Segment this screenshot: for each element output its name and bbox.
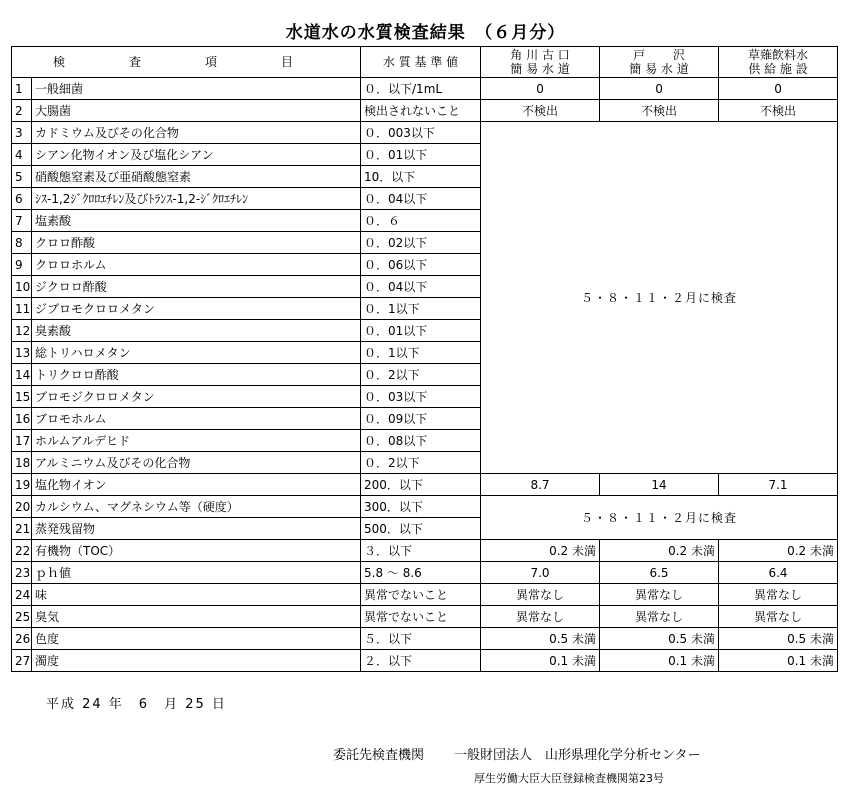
item-number: 1 bbox=[12, 78, 32, 100]
result-kusanagi: 0.5 未満 bbox=[719, 628, 838, 650]
standard-value: 検出されないこと bbox=[361, 100, 481, 122]
header-col2 bbox=[600, 47, 719, 78]
item-number: 20 bbox=[12, 496, 32, 518]
result-kusanagi: 異常なし bbox=[719, 584, 838, 606]
table-row bbox=[12, 584, 838, 606]
item-number: 10 bbox=[12, 276, 32, 298]
item-name: ブロモジクロロメタン bbox=[32, 386, 361, 408]
item-name: 色度 bbox=[32, 628, 361, 650]
standard-value: 500．以下 bbox=[361, 518, 481, 540]
result-kakugawa: 異常なし bbox=[481, 606, 600, 628]
item-number: 27 bbox=[12, 650, 32, 672]
merged-schedule-note: ５・８・１１・２月に検査 bbox=[481, 122, 838, 474]
result-kusanagi: 6.4 bbox=[719, 562, 838, 584]
item-name: 塩化物イオン bbox=[32, 474, 361, 496]
item-name: トリクロロ酢酸 bbox=[32, 364, 361, 386]
standard-value: 300．以下 bbox=[361, 496, 481, 518]
standard-value: ０．06以下 bbox=[361, 254, 481, 276]
header-col3-line1: 草薙飲料水 bbox=[748, 48, 809, 62]
table-row bbox=[12, 78, 838, 100]
item-number: 13 bbox=[12, 342, 32, 364]
item-number: 12 bbox=[12, 320, 32, 342]
item-number: 18 bbox=[12, 452, 32, 474]
item-number: 9 bbox=[12, 254, 32, 276]
item-number: 16 bbox=[12, 408, 32, 430]
item-name: クロロ酢酸 bbox=[32, 232, 361, 254]
item-name: シアン化物イオン及び塩化シアン bbox=[32, 144, 361, 166]
item-name: ｐｈ値 bbox=[32, 562, 361, 584]
results-table bbox=[11, 46, 838, 672]
item-name: 臭素酸 bbox=[32, 320, 361, 342]
result-kakugawa: 8.7 bbox=[481, 474, 600, 496]
standard-value: ０．04以下 bbox=[361, 276, 481, 298]
standard-value: ０．2以下 bbox=[361, 452, 481, 474]
item-number: 17 bbox=[12, 430, 32, 452]
result-tozawa: 0 bbox=[600, 78, 719, 100]
item-number: 23 bbox=[12, 562, 32, 584]
item-name: ホルムアルデヒド bbox=[32, 430, 361, 452]
result-kusanagi: 7.1 bbox=[719, 474, 838, 496]
result-kakugawa: 0.2 未満 bbox=[481, 540, 600, 562]
item-name: 硝酸態窒素及び亜硝酸態窒素 bbox=[32, 166, 361, 188]
table-row bbox=[12, 540, 838, 562]
standard-value: ０．６ bbox=[361, 210, 481, 232]
item-number: 14 bbox=[12, 364, 32, 386]
page-title: 水道水の水質検査結果 （６月分） bbox=[285, 23, 566, 43]
standard-value: ０．03以下 bbox=[361, 386, 481, 408]
result-kakugawa: 不検出 bbox=[481, 100, 600, 122]
item-number: 5 bbox=[12, 166, 32, 188]
item-name: ｼｽ-1,2ｼﾞｸﾛﾛｴﾁﾚﾝ及びﾄﾗﾝｽ-1,2-ｼﾞｸﾛｴﾁﾚﾝ bbox=[32, 188, 361, 210]
result-tozawa: 0.5 未満 bbox=[600, 628, 719, 650]
table-row bbox=[12, 474, 838, 496]
header-col1-line1: 角 川 古 口 bbox=[510, 48, 570, 62]
standard-value: ０．003以下 bbox=[361, 122, 481, 144]
result-kakugawa: 7.0 bbox=[481, 562, 600, 584]
standard-value: 10．以下 bbox=[361, 166, 481, 188]
item-number: 19 bbox=[12, 474, 32, 496]
item-name: 濁度 bbox=[32, 650, 361, 672]
standard-value: 200．以下 bbox=[361, 474, 481, 496]
item-name: 総トリハロメタン bbox=[32, 342, 361, 364]
item-number: 11 bbox=[12, 298, 32, 320]
report-date: 平成 24 年 6 月 25 日 bbox=[46, 697, 227, 712]
org-name: 一般財団法人 山形県理化学分析センター bbox=[454, 748, 701, 763]
header-col1 bbox=[481, 47, 600, 78]
item-name: 大腸菌 bbox=[32, 100, 361, 122]
table-header-row bbox=[12, 47, 838, 78]
item-name: 蒸発残留物 bbox=[32, 518, 361, 540]
item-number: 21 bbox=[12, 518, 32, 540]
standard-value: ３．以下 bbox=[361, 540, 481, 562]
item-name: 臭気 bbox=[32, 606, 361, 628]
item-number: 15 bbox=[12, 386, 32, 408]
item-name: 一般細菌 bbox=[32, 78, 361, 100]
table-row bbox=[12, 496, 838, 518]
result-kusanagi: 異常なし bbox=[719, 606, 838, 628]
item-name: カドミウム及びその化合物 bbox=[32, 122, 361, 144]
standard-value: 異常でないこと bbox=[361, 584, 481, 606]
item-number: 6 bbox=[12, 188, 32, 210]
header-col1-line2: 簡 易 水 道 bbox=[510, 62, 570, 76]
header-standard: 水 質 基 準 値 bbox=[361, 47, 481, 78]
item-name: クロロホルム bbox=[32, 254, 361, 276]
standard-value: ０．02以下 bbox=[361, 232, 481, 254]
item-number: 22 bbox=[12, 540, 32, 562]
result-kusanagi: 0.1 未満 bbox=[719, 650, 838, 672]
standard-value: ０．04以下 bbox=[361, 188, 481, 210]
header-col2-line1: 戸 沢 bbox=[633, 48, 685, 62]
standard-value: 異常でないこと bbox=[361, 606, 481, 628]
item-number: 2 bbox=[12, 100, 32, 122]
result-kakugawa: 0 bbox=[481, 78, 600, 100]
org-label: 委託先検査機関 bbox=[333, 748, 425, 763]
result-kakugawa: 0.5 未満 bbox=[481, 628, 600, 650]
item-name: 味 bbox=[32, 584, 361, 606]
result-kusanagi: 0.2 未満 bbox=[719, 540, 838, 562]
registration-number: 厚生労働大臣大臣登録検査機関第23号 bbox=[474, 772, 664, 785]
item-name: 有機物（TOC） bbox=[32, 540, 361, 562]
item-name: 塩素酸 bbox=[32, 210, 361, 232]
item-number: 26 bbox=[12, 628, 32, 650]
result-tozawa: 異常なし bbox=[600, 606, 719, 628]
item-name: ブロモホルム bbox=[32, 408, 361, 430]
standard-value: ０．01以下 bbox=[361, 320, 481, 342]
result-tozawa: 6.5 bbox=[600, 562, 719, 584]
item-name: ジブロモクロロメタン bbox=[32, 298, 361, 320]
result-kakugawa: 異常なし bbox=[481, 584, 600, 606]
merged-schedule-note: ５・８・１１・２月に検査 bbox=[481, 496, 838, 540]
result-tozawa: 異常なし bbox=[600, 584, 719, 606]
item-number: 7 bbox=[12, 210, 32, 232]
header-col3 bbox=[719, 47, 838, 78]
item-number: 8 bbox=[12, 232, 32, 254]
table-row bbox=[12, 628, 838, 650]
result-tozawa: 14 bbox=[600, 474, 719, 496]
header-item: 検 査 項 目 bbox=[12, 47, 361, 78]
table-row bbox=[12, 100, 838, 122]
item-name: ジクロロ酢酸 bbox=[32, 276, 361, 298]
result-tozawa: 不検出 bbox=[600, 100, 719, 122]
standard-value: ２．以下 bbox=[361, 650, 481, 672]
item-name: アルミニウム及びその化合物 bbox=[32, 452, 361, 474]
standard-value: ０．09以下 bbox=[361, 408, 481, 430]
standard-value: ０．1以下 bbox=[361, 298, 481, 320]
item-number: 4 bbox=[12, 144, 32, 166]
item-number: 3 bbox=[12, 122, 32, 144]
header-col3-line2: 供 給 施 設 bbox=[748, 62, 808, 76]
item-number: 24 bbox=[12, 584, 32, 606]
standard-value: ０．2以下 bbox=[361, 364, 481, 386]
table-row bbox=[12, 122, 838, 144]
standard-value: ０．1以下 bbox=[361, 342, 481, 364]
result-tozawa: 0.1 未満 bbox=[600, 650, 719, 672]
standard-value: 5.8 ～ 8.6 bbox=[361, 562, 481, 584]
result-kusanagi: 不検出 bbox=[719, 100, 838, 122]
item-number: 25 bbox=[12, 606, 32, 628]
inspection-organization bbox=[333, 744, 731, 763]
standard-value: ０．以下/1mL bbox=[361, 78, 481, 100]
result-tozawa: 0.2 未満 bbox=[600, 540, 719, 562]
result-kakugawa: 0.1 未満 bbox=[481, 650, 600, 672]
result-kusanagi: 0 bbox=[719, 78, 838, 100]
table-row bbox=[12, 562, 838, 584]
standard-value: ０．01以下 bbox=[361, 144, 481, 166]
item-name: カルシウム、マグネシウム等（硬度） bbox=[32, 496, 361, 518]
table-row bbox=[12, 650, 838, 672]
standard-value: ０．08以下 bbox=[361, 430, 481, 452]
standard-value: ５．以下 bbox=[361, 628, 481, 650]
table-row bbox=[12, 606, 838, 628]
header-col2-line2: 簡 易 水 道 bbox=[629, 62, 689, 76]
